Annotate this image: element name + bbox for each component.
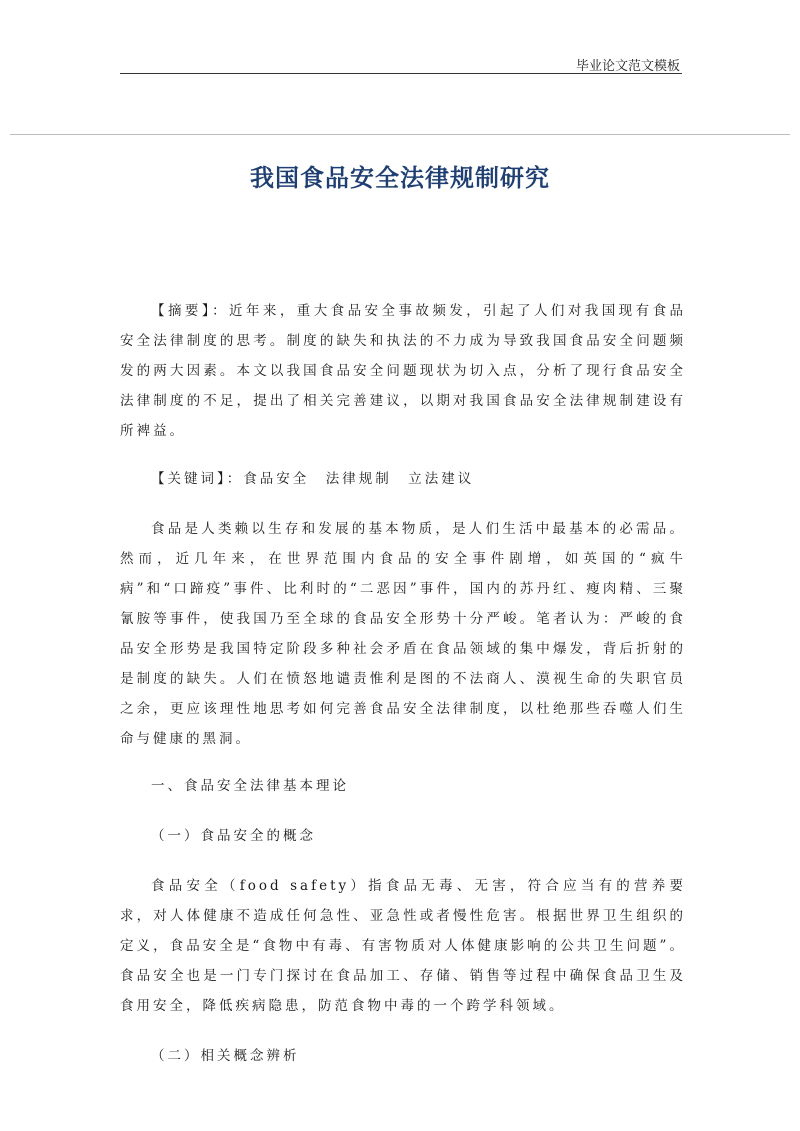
intro-paragraph: 食品是人类赖以生存和发展的基本物质，是人们生活中最基本的必需品。然而，近几年来，在世界范围内食品的安全事件剧增，如英国的“疯牛病”和“口蹄疫”事件、比利时的“二恶因”事件，国内的苏丹红、瘦肉精、三聚氰胺等事件，使我国乃至全球的食品安全形势十分严峻。笔者认为：严峻的食品安全形势是我国特定阶段多种社会矛盾在食品领域的集中爆发，背后折射的是制度的缺失。人们在愤怒地谴责惟利是图的不法商人、漠视生命的失职官员之余，更应该理性地思考如何完善食品安全法律制度，以杜绝那些吞噬人们生命与健康的黑洞。 bbox=[120, 521, 686, 747]
subsection-heading-1: （一）食品安全的概念 bbox=[151, 828, 317, 844]
section-heading-1: 一、食品安全法律基本理论 bbox=[151, 778, 350, 794]
keywords-text: ：食品安全 法律规制 立法建议 bbox=[226, 471, 475, 487]
document-body bbox=[120, 296, 686, 1071]
document-title: 我国食品安全法律规制研究 bbox=[250, 164, 550, 192]
header-rule bbox=[120, 73, 682, 74]
food-safety-definition-paragraph: 食品安全（food safety）指食品无毒、无害，符合应当有的营养要求，对人体健康不造成任何急性、亚急性或者慢性危害。根据世界卫生组织的定义，食品安全是“食物中有毒、有害物质对人体健康影响的公共卫生问题”。食品安全也是一门专门探讨在食品加工、存储、销售等过程中确保食品卫生及食用安全，降低疾病隐患，防范食物中毒的一个跨学科领域。 bbox=[120, 878, 686, 1014]
abstract-paragraph bbox=[120, 296, 686, 446]
abstract-text: ：近年来，重大食品安全事故频发，引起了人们对我国现有食品安全法律制度的思考。制度的缺失和执法的不力成为导致我国食品安全问题频发的两大因素。本文以我国食品安全问题现状为切入点，分析了现行食品安全法律制度的不足，提出了相关完善建议，以期对我国食品安全法律规制建设有所裨益。 bbox=[120, 303, 687, 439]
header-text: 毕业论文范文模板 bbox=[575, 59, 680, 74]
keywords-paragraph bbox=[120, 464, 686, 494]
abstract-label: 【摘要】 bbox=[151, 303, 213, 319]
subsection-heading-2: （二）相关概念辨析 bbox=[151, 1048, 300, 1064]
keywords-label: 【关键词】 bbox=[151, 471, 227, 487]
page-separator bbox=[10, 134, 790, 135]
